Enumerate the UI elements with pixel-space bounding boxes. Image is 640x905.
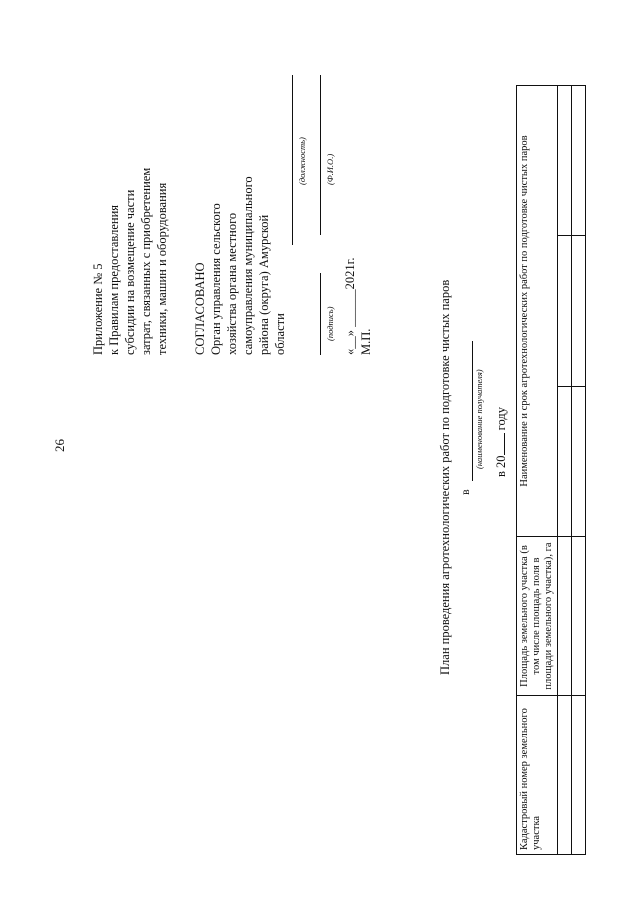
year-blank bbox=[492, 433, 505, 455]
table-cell bbox=[572, 386, 586, 536]
approval-body-line: Орган управления сельского bbox=[209, 203, 223, 355]
approval-heading: СОГЛАСОВАНО bbox=[193, 262, 207, 355]
table-header-row bbox=[517, 86, 558, 855]
rotated-content bbox=[80, 75, 620, 875]
table-cell bbox=[558, 236, 572, 386]
approval-body-line: самоуправления муниципального bbox=[241, 176, 255, 355]
table-cell bbox=[572, 537, 586, 696]
position-line bbox=[292, 75, 293, 245]
recipient-caption: (наименование получателя) bbox=[474, 369, 484, 469]
approval-body-line: хозяйства органа местного bbox=[225, 212, 239, 355]
position-caption: (должность) bbox=[297, 137, 307, 185]
plan-table bbox=[516, 85, 586, 855]
table-row bbox=[572, 86, 586, 855]
name-caption: (Ф.И.О.) bbox=[325, 153, 335, 185]
table-cell bbox=[572, 236, 586, 386]
table-cell bbox=[572, 696, 586, 855]
signature-caption: (подпись) bbox=[325, 306, 335, 341]
approval-body-line: района (округа) Амурской bbox=[257, 214, 271, 355]
approval-body-line: области bbox=[273, 313, 287, 355]
recipient-line bbox=[472, 341, 473, 481]
signature-line bbox=[320, 273, 321, 355]
table-row bbox=[558, 86, 572, 855]
header-area: Площадь земельного участка (в том числе площадь поля в площади земельного участка), га bbox=[517, 537, 558, 696]
table-cell bbox=[558, 86, 572, 236]
table-cell bbox=[572, 86, 586, 236]
appendix-line: затрат, связанных с приобретением bbox=[139, 167, 153, 355]
date-text: «__» ______2021г. bbox=[343, 257, 357, 355]
table-cell bbox=[558, 537, 572, 696]
appendix-line: к Правилам предоставления bbox=[107, 204, 121, 355]
appendix-line: субсидии на возмещение части bbox=[123, 189, 137, 355]
page-number: 26 bbox=[52, 439, 67, 452]
name-line bbox=[320, 75, 321, 235]
stamp-text: М.П. bbox=[359, 328, 373, 355]
recipient-prefix: в bbox=[458, 489, 472, 495]
table-cell bbox=[558, 386, 572, 536]
header-works: Наименование и срок агротехнологических работ по подготовке чистых паров bbox=[517, 86, 558, 537]
year-suffix: году bbox=[494, 407, 508, 431]
year-field bbox=[492, 407, 509, 477]
appendix-block bbox=[90, 75, 170, 355]
plan-title: План проведения агротехнологических работ по подготовке чистых паров bbox=[438, 279, 452, 675]
appendix-line: Приложение № 5 bbox=[91, 263, 105, 355]
year-prefix: в 20 bbox=[494, 455, 508, 477]
appendix-line: техники, машин и оборудования bbox=[155, 182, 169, 355]
header-cadastral-number: Кадастровый номер земельного участка bbox=[517, 696, 558, 855]
approval-block bbox=[192, 75, 373, 355]
table-cell bbox=[558, 696, 572, 855]
